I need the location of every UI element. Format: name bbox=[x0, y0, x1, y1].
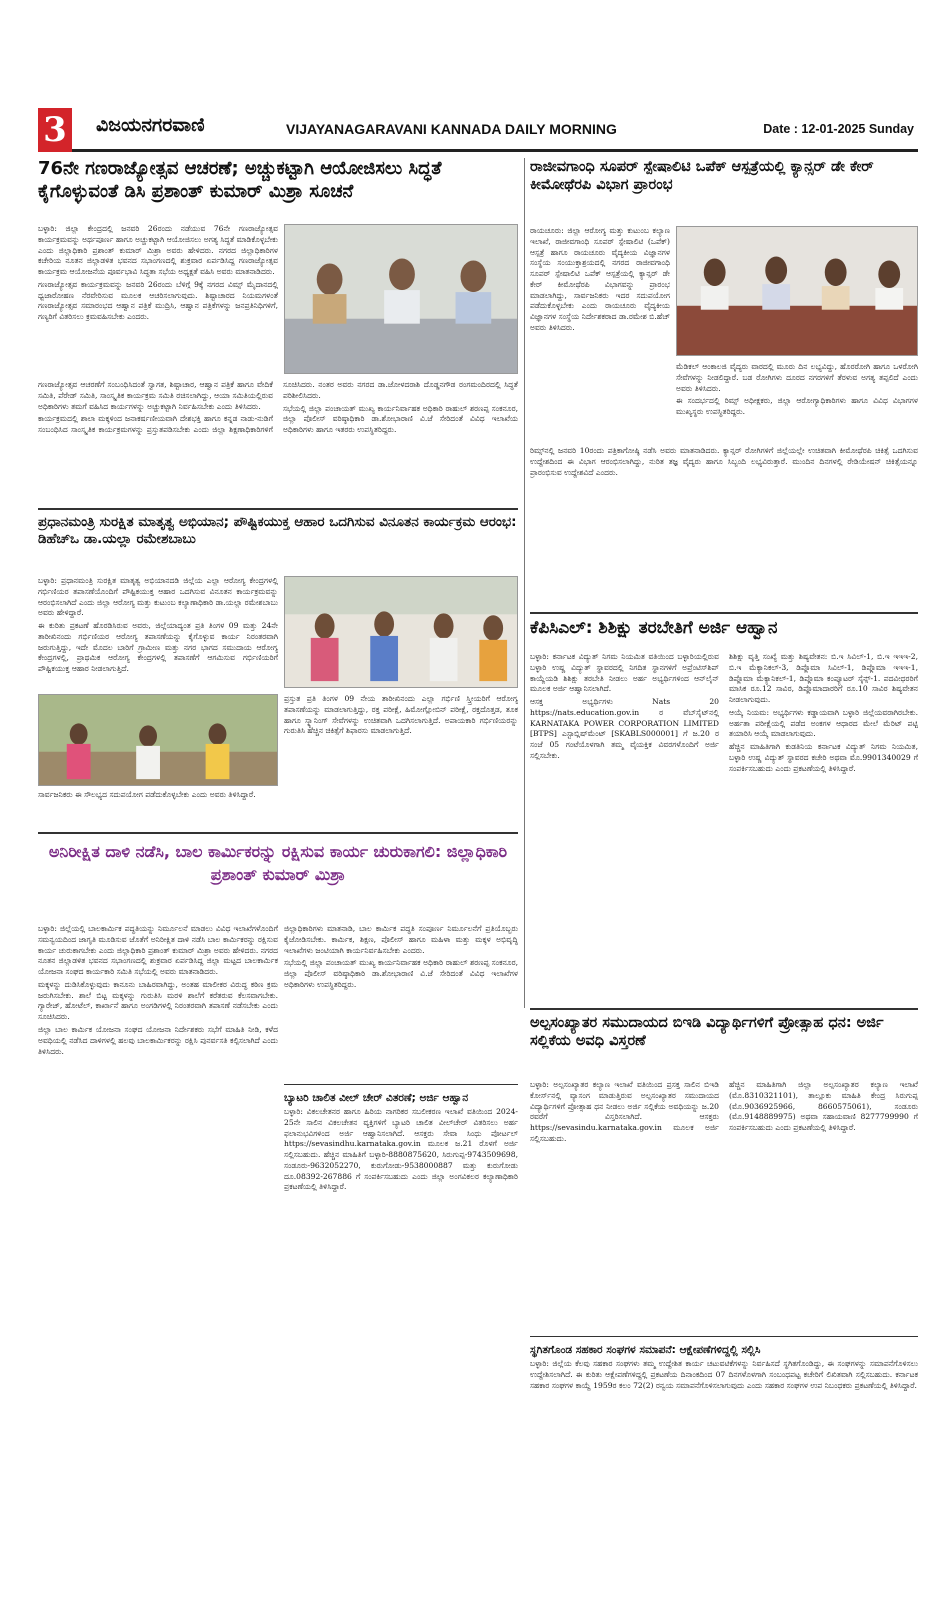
paper-name-kannada: ವಿಜಯನಗರವಾಣಿ bbox=[96, 114, 205, 136]
paragraph: ಕಾರ್ಯಕ್ರಮದಲ್ಲಿ ಶಾಲಾ ಮಕ್ಕಳಿಂದ ಜನಾಕರ್ಷಣೀಯವಾಗಿ ದೇಶಭಕ್ತಿ ಹಾಗೂ ಕನ್ನಡ ನಾಡು-ನುಡಿಗೆ ಸಂಬಂಧಿಸಿದ ಸಾಂಸ್ಕೃತಿಕ ಕಾರ್ಯಕ್ರಮಗಳನ್ನು ಪ್ರಸ್ತುತಪಡಿಸಬೇಕು ಎಂದು ಜಿಲ್ಲಾ ಶಿಕ್ಷಣಾಧಿಕಾರಿಗಳಿಗೆ ಸೂಚಿಸಿದರು. ನಂತರ ಅವರು ನಗರದ ಡಾ.ಜೋಳದರಾಶಿ ದೊಡ್ಡನಗೌಡ ರಂಗಮಂದಿರದಲ್ಲಿ ಸಿದ್ಧತೆ ಪರಿಶೀಲಿಸಿದರು. bbox=[38, 380, 518, 435]
paragraph: ಬಳ್ಳಾರಿ: ಜಿಲ್ಲಾ ಕೇಂದ್ರದಲ್ಲಿ ಜನವರಿ 26ರಂದು ನಡೆಯುವ 76ನೇ ಗಣರಾಜ್ಯೋತ್ಸವ ಕಾರ್ಯಕ್ರಮವನ್ನು ಅರ್ಥಪೂರ್ಣ ಹಾಗೂ ಅಚ್ಚುಕಟ್ಟಾಗಿ ಆಯೋಜಿಸಲು ಅಗತ್ಯ ಸಿದ್ಧತೆ ಮಾಡಿಕೊಳ್ಳಬೇಕು ಎಂದು ಜಿಲ್ಲಾಧಿಕಾರಿ ಪ್ರಶಾಂತ್ ಕುಮಾರ್ ಮಿಶ್ರಾ ಅವರು ಹೇಳಿದರು. ನಗರದ ಜಿಲ್ಲಾಧಿಕಾರಿಗಳ ಕಚೇರಿಯ ನೂತನ ಜಿಲ್ಲಾಡಳಿತ ಭವನದ ಸಭಾಂಗಣದಲ್ಲಿ ಶುಕ್ರವಾರ ಏರ್ಪಡಿಸಿದ್ದ ಗಣರಾಜ್ಯೋತ್ಸವ ಕಾರ್ಯಕ್ರಮ ಆಯೋಜನೆಯ ಪೂರ್ವಭಾವಿ ಸಿದ್ಧತಾ ಸಭೆಯ ಅಧ್ಯಕ್ಷತೆ ವಹಿಸಿ ಅವರು ಮಾತನಾಡಿದರು. bbox=[38, 224, 278, 277]
cooperative-subheadline: ಸ್ಥಗಿತಗೊಂಡ ಸಹಕಾರ ಸಂಘಗಳ ಸಮಾಪನೆ: ಆಕ್ಷೇಪಣೆಗಳಿದ್ದಲ್ಲಿ ಸಲ್ಲಿಸಿ bbox=[530, 1344, 761, 1356]
republic-day-body-intro bbox=[38, 224, 278, 376]
minority-headline: ಅಲ್ಪಸಂಖ್ಯಾತರ ಸಮುದಾಯದ ಬಿಇಡಿ ವಿದ್ಯಾರ್ಥಿಗಳಿಗೆ ಪ್ರೋತ್ಸಾಹ ಧನ: ಅರ್ಜಿ ಸಲ್ಲಿಕೆಯ ಅವಧಿ ವಿಸ್ತರಣೆ bbox=[530, 1015, 884, 1050]
wheelchair-subheadline: ಬ್ಯಾಟರಿ ಚಾಲಿತ ವೀಲ್ ಚೇರ್ ವಿತರಣೆ; ಅರ್ಜಿ ಆಹ್ವಾನ bbox=[284, 1092, 469, 1104]
paragraph: ಬಳ್ಳಾರಿ: ಅಲ್ಪಸಂಖ್ಯಾತರ ಕಲ್ಯಾಣ ಇಲಾಖೆ ವತಿಯಿಂದ ಪ್ರಸಕ್ತ ಸಾಲಿನ ಬಿಇಡಿ ಕೋರ್ಸ್‌ನಲ್ಲಿ ವ್ಯಾಸಂಗ ಮಾಡುತ್ತಿರುವ ಅಲ್ಪಸಂಖ್ಯಾತರ ಸಮುದಾಯದ ವಿದ್ಯಾರ್ಥಿಗಳಿಗೆ ಪ್ರೋತ್ಸಾಹ ಧನ ನೀಡಲು ಅರ್ಜಿ ಸಲ್ಲಿಕೆಯ ಅವಧಿಯನ್ನು ಜ.20 ರವರೆಗೆ ವಿಸ್ತರಿಸಲಾಗಿದೆ. ಆಸಕ್ತರು https://sevasindu.karnataka.gov.in ಮೂಲಕ ಅರ್ಜಿ ಸಲ್ಲಿಸಬಹುದು. bbox=[530, 1080, 719, 1143]
cooperative-box bbox=[530, 1336, 918, 1406]
paragraph: ಗಣರಾಜ್ಯೋತ್ಸವ ಆಚರಣೆಗೆ ಸಂಬಂಧಿಸಿದಂತೆ ಸ್ವಾಗತ, ಶಿಷ್ಟಾಚಾರ, ಆಹ್ವಾನ ಪತ್ರಿಕೆ ಹಾಗೂ ವೇದಿಕೆ ಸಮಿತಿ, ಪೆರೇಡ್ ಸಮಿತಿ, ಸಾಂಸ್ಕೃತಿಕ ಕಾರ್ಯಕ್ರಮ ಸಮಿತಿ ರಚಿಸಲಾಗಿದ್ದು, ಆಯಾ ಸಮಿತಿಯಲ್ಲಿರುವ ಅಧಿಕಾರಿಗಳು ತಮಗೆ ವಹಿಸಿದ ಕಾರ್ಯಗಳನ್ನು ಅಚ್ಚುಕಟ್ಟಾಗಿ ನಿರ್ವಹಿಸಬೇಕು ಎಂದು ತಿಳಿಸಿದರು. bbox=[38, 380, 273, 411]
cancer-care-body-main bbox=[530, 446, 918, 606]
paragraph: ಮಕ್ಕಳನ್ನು ದುಡಿಸಿಕೊಳ್ಳುವುದು ಕಾನೂನು ಬಾಹಿರವಾಗಿದ್ದು, ಅಂತಹ ಮಾಲೀಕರ ವಿರುದ್ಧ ಕಠಿಣ ಕ್ರಮ ಜರುಗಿಸಬೇಕು. ಶಾಲೆ ಬಿಟ್ಟ ಮಕ್ಕಳನ್ನು ಗುರುತಿಸಿ ಮರಳಿ ಶಾಲೆಗೆ ಕರೆತರುವ ಕೆಲಸವಾಗಬೇಕು. ಗ್ಯಾರೇಜ್, ಹೋಟೆಲ್, ಕಾರ್ಖಾನೆ ಹಾಗೂ ಅಂಗಡಿಗಳಲ್ಲಿ ನಿರಂತರವಾಗಿ ತಪಾಸಣೆ ನಡೆಸಬೇಕು ಎಂದು ಸೂಚಿಸಿದರು. bbox=[38, 979, 278, 1022]
paragraph: ಬಳ್ಳಾರಿ: ಕರ್ನಾಟಕ ವಿದ್ಯುತ್ ನಿಗಮ ನಿಯಮಿತ ವತಿಯಿಂದ ಬಳ್ಳಾರಿಯಲ್ಲಿರುವ ಬಳ್ಳಾರಿ ಉಷ್ಣ ವಿದ್ಯುತ್ ಸ್ಥಾವರದಲ್ಲಿ ನಿಗದಿತ ಸ್ಥಾನಗಳಿಗೆ ಅಪ್ರೆಂಟಿಸ್‌ಶಿಪ್ ಕಾಯ್ದೆಯಡಿ ಶಿಶಿಕ್ಷು ತರಬೇತಿ ನೀಡಲು ಅರ್ಹ ಅಭ್ಯರ್ಥಿಗಳಿಂದ ಆನ್‌ಲೈನ್ ಮೂಲಕ ಅರ್ಜಿ ಆಹ್ವಾನಿಸಲಾಗಿದೆ. bbox=[530, 652, 719, 694]
cooperative-body: ಬಳ್ಳಾರಿ: ಜಿಲ್ಲೆಯ ಕೆಲವು ಸಹಕಾರ ಸಂಘಗಳು ತಮ್ಮ ಉದ್ದೇಶಿತ ಕಾರ್ಯ ಚಟುವಟಿಕೆಗಳನ್ನು ನಿರ್ವಹಿಸದೆ ಸ್ಥಗಿತಗೊಂಡಿದ್ದು, ಈ ಸಂಘಗಳನ್ನು ಸಮಾಪನೆಗೊಳಿಸಲು ಉದ್ದೇಶಿಸಲಾಗಿದೆ. ಈ ಕುರಿತು ಆಕ್ಷೇಪಣೆಗಳಿದ್ದಲ್ಲಿ ಪ್ರಕಟಣೆಯ ದಿನಾಂಕದಿಂದ 07 ದಿನಗಳೊಳಗಾಗಿ ಸಂಬಂಧಪಟ್ಟ ಕಚೇರಿಗೆ ಲಿಖಿತವಾಗಿ ಸಲ್ಲಿಸಬಹುದು. ಕರ್ನಾಟಕ ಸಹಕಾರ ಸಂಘಗಳ ಕಾಯ್ದೆ 1959ರ ಕಲಂ 72(2) ರನ್ವಯ ಸಮಾಪನೆಗೊಳಿಸಲಾಗುವುದು ಎಂದು ಸಹಕಾರ ಸಂಘಗಳ ಉಪ ನಿಬಂಧಕರು ಪ್ರಕಟಣೆಯಲ್ಲಿ ತಿಳಿಸಿದ್ದಾರೆ. bbox=[530, 1359, 918, 1390]
minority-body bbox=[530, 1080, 918, 1330]
maternity-body-closing bbox=[38, 790, 518, 826]
paragraph: ಜಿಲ್ಲಾ ಬಾಲ ಕಾರ್ಮಿಕ ಯೋಜನಾ ಸಂಘದ ಯೋಜನಾ ನಿರ್ದೇಶಕರು ಸಭೆಗೆ ಮಾಹಿತಿ ನೀಡಿ, ಕಳೆದ ಅವಧಿಯಲ್ಲಿ ನಡೆಸಿದ ದಾಳಿಗಳಲ್ಲಿ ಹಲವು ಬಾಲಕಾರ್ಮಿಕರನ್ನು ರಕ್ಷಿಸಿ ಪುನರ್ವಸತಿ ಕಲ್ಪಿಸಲಾಗಿದೆ ಎಂದು ತಿಳಿಸಿದರು. bbox=[38, 1025, 278, 1056]
paragraph: ಹೆಚ್ಚಿನ ಮಾಹಿತಿಗಾಗಿ ಕುಡತಿನಿಯ ಕರ್ನಾಟಕ ವಿದ್ಯುತ್ ನಿಗಮ ನಿಯಮಿತ, ಬಳ್ಳಾರಿ ಉಷ್ಣ ವಿದ್ಯುತ್ ಸ್ಥಾವರದ ಕಚೇರಿ ಅಥವಾ ಮೊ.9901340029 ಗೆ ಸಂಪರ್ಕಿಸಬಹುದು ಎಂದು ಪ್ರಕಟಣೆಯಲ್ಲಿ ತಿಳಿಸಿದ್ದಾರೆ. bbox=[729, 742, 918, 773]
maternity-body-intro bbox=[38, 576, 278, 688]
cancer-care-headline-box bbox=[530, 158, 918, 220]
paragraph: ಆಸಕ್ತ ಅಭ್ಯರ್ಥಿಗಳು Nats 20 https://nats.education.gov.in ರ ವೆಬ್‌ಸೈಟ್‌ನಲ್ಲಿ KARNATAKA POWER CORPORATION LIMITED [BTPS] ಎಸ್ಟಾಬ್ಲಿಷ್‌ಮೆಂಟ್ [SKABLS000001] ಗೆ ಜ.20 ರ ಸಂಜೆ 05 ಗಂಟೆಯೊಳಗಾಗಿ ತಮ್ಮ ವೈಯಕ್ತಿಕ ವಿವರಗಳೊಂದಿಗೆ ಅರ್ಜಿ ಸಲ್ಲಿಸಬೇಕು. bbox=[530, 697, 719, 761]
paragraph: ಬಳ್ಳಾರಿ: ಪ್ರಧಾನಮಂತ್ರಿ ಸುರಕ್ಷಿತ ಮಾತೃತ್ವ ಅಭಿಯಾನದಡಿ ಜಿಲ್ಲೆಯ ಎಲ್ಲಾ ಆರೋಗ್ಯ ಕೇಂದ್ರಗಳಲ್ಲಿ ಗರ್ಭಿಣಿಯರ ತಪಾಸಣೆಯೊಂದಿಗೆ ಪೌಷ್ಟಿಕಯುಕ್ತ ಆಹಾರ ಒದಗಿಸುವ ವಿನೂತನ ಕಾರ್ಯಕ್ರಮವನ್ನು ಆರಂಭಿಸಲಾಗಿದೆ ಎಂದು ಜಿಲ್ಲಾ ಆರೋಗ್ಯ ಮತ್ತು ಕುಟುಂಬ ಕಲ್ಯಾಣಾಧಿಕಾರಿ ಡಾ.ಯಲ್ಲಾ ರಮೇಶಬಾಬು ಅವರು ಹೇಳಿದ್ದಾರೆ. bbox=[38, 576, 278, 618]
maternity-event-photo bbox=[284, 576, 518, 688]
cancer-care-press-photo bbox=[676, 226, 918, 356]
cancer-care-headline: ರಾಜೀವಗಾಂಧಿ ಸೂಪರ್ ಸ್ಪೇಷಾಲಿಟಿ ಒಪೆಕ್ ಆಸ್ಪತ್ರೆಯಲ್ಲಿ ಕ್ಯಾನ್ಸರ್ ಡೇ ಕೇರ್ ಕೀಮೋಥೆರಪಿ ವಿಭಾಗ ಪ್ರಾರಂಭ bbox=[530, 159, 874, 194]
kpcl-body bbox=[530, 652, 918, 1002]
paragraph: ಸಾರ್ವಜನಿಕರು ಈ ಸೌಲಭ್ಯದ ಸದುಪಯೋಗ ಪಡೆದುಕೊಳ್ಳಬೇಕು ಎಂದು ಅವರು ತಿಳಿಸಿದ್ದಾರೆ. bbox=[38, 790, 256, 799]
republic-day-headline-box bbox=[38, 158, 518, 218]
paragraph: ಈ ಕುರಿತು ಪ್ರಕಟಣೆ ಹೊರಡಿಸಿರುವ ಅವರು, ಜಿಲ್ಲೆಯಾದ್ಯಂತ ಪ್ರತಿ ತಿಂಗಳ 09 ಮತ್ತು 24ನೇ ತಾರೀಖಿನಂದು ಗರ್ಭಿಣಿಯರ ಆರೋಗ್ಯ ತಪಾಸಣೆಯನ್ನು ಕೈಗೊಳ್ಳುವ ಕಾರ್ಯ ನಿರಂತರವಾಗಿ ಜರುಗುತ್ತಿದ್ದು, ಇದೇ ಮೊದಲ ಬಾರಿಗೆ ಗ್ರಾಮೀಣ ಮತ್ತು ನಗರ ಭಾಗದ ಸಮುದಾಯ ಆರೋಗ್ಯ ಕೇಂದ್ರಗಳಲ್ಲಿ, ಪ್ರಾಥಮಿಕ ಆರೋಗ್ಯ ಕೇಂದ್ರಗಳಲ್ಲಿ ತಪಾಸಣೆಗೆ ಆಗಮಿಸುವ ಗರ್ಭಿಣಿಯರಿಗೆ ಪೌಷ್ಟಿಕಯುಕ್ತ ಆಹಾರ ನೀಡಲಾಗುತ್ತಿದೆ. bbox=[38, 621, 278, 674]
paragraph: ಬಳ್ಳಾರಿ: ಜಿಲ್ಲೆಯಲ್ಲಿ ಬಾಲಕಾರ್ಮಿಕ ಪದ್ಧತಿಯನ್ನು ನಿರ್ಮೂಲನೆ ಮಾಡಲು ವಿವಿಧ ಇಲಾಖೆಗಳೊಂದಿಗೆ ಸಮನ್ವಯದಿಂದ ಜಾಗೃತಿ ಮೂಡಿಸುವ ಜೊತೆಗೆ ಅನಿರೀಕ್ಷಿತ ದಾಳಿ ನಡೆಸಿ ಬಾಲ ಕಾರ್ಮಿಕರನ್ನು ರಕ್ಷಿಸುವ ಕಾರ್ಯ ಚುರುಕಾಗಬೇಕು ಎಂದು ಜಿಲ್ಲಾಧಿಕಾರಿ ಪ್ರಶಾಂತ್ ಕುಮಾರ್ ಮಿಶ್ರಾ ಅವರು ಹೇಳಿದರು. ನಗರದ ನೂತನ ಜಿಲ್ಲಾಡಳಿತ ಭವನದ ಸಭಾಂಗಣದಲ್ಲಿ ಶುಕ್ರವಾರ ಏರ್ಪಡಿಸಿದ್ದ ಜಿಲ್ಲಾ ಮಟ್ಟದ ಬಾಲಕಾರ್ಮಿಕ ಯೋಜನಾ ಸಂಘದ ಕಾರ್ಯಕಾರಿ ಸಮಿತಿ ಸಭೆಯಲ್ಲಿ ಅವರು ಮಾತನಾಡಿದರು. bbox=[38, 924, 278, 977]
paragraph: ಜಿಲ್ಲಾಧಿಕಾರಿಗಳು ಮಾತನಾಡಿ, ಬಾಲ ಕಾರ್ಮಿಕ ಪದ್ಧತಿ ಸಂಪೂರ್ಣ ನಿರ್ಮೂಲನೆಗೆ ಪ್ರತಿಯೊಬ್ಬರು ಕೈಜೋಡಿಸಬೇಕು. ಕಾರ್ಮಿಕ, ಶಿಕ್ಷಣ, ಪೊಲೀಸ್ ಹಾಗೂ ಮಹಿಳಾ ಮತ್ತು ಮಕ್ಕಳ ಅಭಿವೃದ್ಧಿ ಇಲಾಖೆಗಳು ಜಂಟಿಯಾಗಿ ಕಾರ್ಯನಿರ್ವಹಿಸಬೇಕು ಎಂದರು. bbox=[284, 924, 518, 955]
paragraph: ಆಯ್ಕೆ ನಿಯಮ: ಅಭ್ಯರ್ಥಿಗಳು ಕಡ್ಡಾಯವಾಗಿ ಬಳ್ಳಾರಿ ಜಿಲ್ಲೆಯವರಾಗಿರಬೇಕು. ಅರ್ಹತಾ ಪರೀಕ್ಷೆಯಲ್ಲಿ ಪಡೆದ ಅಂಕಗಳ ಆಧಾರದ ಮೇಲೆ ಮೆರಿಟ್ ಪಟ್ಟಿ ತಯಾರಿಸಿ ಆಯ್ಕೆ ಮಾಡಲಾಗುವುದು. bbox=[729, 707, 918, 739]
cancer-care-body-right bbox=[676, 362, 918, 442]
column-rule bbox=[524, 158, 525, 1008]
paragraph: ಹೆಚ್ಚಿನ ಮಾಹಿತಿಗಾಗಿ ಜಿಲ್ಲಾ ಅಲ್ಪಸಂಖ್ಯಾತರ ಕಲ್ಯಾಣ ಇಲಾಖೆ (ಮೊ.8310321101), ತಾಲ್ಲೂಕು ಮಾಹಿತಿ ಕೇಂದ್ರ ಸಿರುಗುಪ್ಪ (ಮೊ.9036925966, 8660575061), ಸಂಡೂರು (ಮೊ.9148889975) ಅಥವಾ ಸಹಾಯವಾಣಿ 8277799990 ಗೆ ಸಂಪರ್ಕಿಸಬಹುದು ಎಂದು ಪ್ರಕಟಣೆಯಲ್ಲಿ ತಿಳಿಸಿದ್ದಾರೆ. bbox=[729, 1080, 918, 1133]
republic-day-headline: 76ನೇ ಗಣರಾಜ್ಯೋತ್ಸವ ಆಚರಣೆ; ಅಚ್ಚುಕಟ್ಟಾಗಿ ಆಯೋಜಿಸಲು ಸಿದ್ಧತೆ ಕೈಗೊಳ್ಳುವಂತೆ ಡಿಸಿ ಪ್ರಶಾಂತ್ ಕುಮಾರ್ ಮಿಶ್ರಾ ಸೂಚನೆ bbox=[38, 158, 442, 202]
paragraph: ಮೆಡಿಕಲ್ ಆಂಕಾಲಜಿ ವೈದ್ಯರು ವಾರದಲ್ಲಿ ಮೂರು ದಿನ ಲಭ್ಯವಿದ್ದು, ಹೊರರೋಗಿ ಹಾಗೂ ಒಳರೋಗಿ ಸೇವೆಗಳನ್ನು ನೀಡಲಿದ್ದಾರೆ. ಬಡ ರೋಗಿಗಳು ದೂರದ ನಗರಗಳಿಗೆ ತೆರಳುವ ಅಗತ್ಯ ತಪ್ಪಲಿದೆ ಎಂದು ಅವರು ತಿಳಿಸಿದರು. bbox=[676, 362, 918, 393]
section-rule bbox=[530, 612, 918, 614]
paragraph: ಈ ಸಂದರ್ಭದಲ್ಲಿ ರಿಮ್ಸ್ ಅಧೀಕ್ಷಕರು, ಜಿಲ್ಲಾ ಆರೋಗ್ಯಾಧಿಕಾರಿಗಳು ಹಾಗೂ ವಿವಿಧ ವಿಭಾಗಗಳ ಮುಖ್ಯಸ್ಥರು ಉಪಸ್ಥಿತರಿದ್ದರು. bbox=[676, 396, 918, 417]
maternity-body-right bbox=[284, 694, 518, 786]
maternity-headline: ಪ್ರಧಾನಮಂತ್ರಿ ಸುರಕ್ಷಿತ ಮಾತೃತ್ವ ಅಭಿಯಾನ; ಪೌಷ್ಟಿಕಯುಕ್ತ ಆಹಾರ ಒದಗಿಸುವ ವಿನೂತನ ಕಾರ್ಯಕ್ರಮ ಆರಂಭ: ಡಿಹೆಚ್‌ಒ ಡಾ.ಯಲ್ಲಾ ರಮೇಶಬಾಬು bbox=[38, 514, 517, 547]
section-rule bbox=[530, 1008, 918, 1010]
kpcl-headline: ಕೆಪಿಸಿಎಲ್: ಶಿಶಿಕ್ಷು ತರಬೇತಿಗೆ ಅರ್ಜಿ ಆಹ್ವಾನ bbox=[530, 618, 778, 638]
dateline: Date : 12-01-2025 Sunday bbox=[763, 122, 914, 136]
paragraph: ಸಭೆಯಲ್ಲಿ ಜಿಲ್ಲಾ ಪಂಚಾಯತ್ ಮುಖ್ಯ ಕಾರ್ಯನಿರ್ವಾಹಕ ಅಧಿಕಾರಿ ರಾಹುಲ್ ಶರಣಪ್ಪ ಸಂಕನೂರ, ಜಿಲ್ಲಾ ಪೊಲೀಸ್ ವರಿಷ್ಠಾಧಿಕಾರಿ ಡಾ.ಶೋಭಾರಾಣಿ ವಿ.ಜೆ ಸೇರಿದಂತೆ ವಿವಿಧ ಇಲಾಖೆಗಳ ಅಧಿಕಾರಿಗಳು ಉಪಸ್ಥಿತರಿದ್ದರು. bbox=[284, 958, 518, 989]
paragraph: ರಾಯಚೂರು: ಜಿಲ್ಲಾ ಆರೋಗ್ಯ ಮತ್ತು ಕುಟುಂಬ ಕಲ್ಯಾಣ ಇಲಾಖೆ, ರಾಜೀವಗಾಂಧಿ ಸೂಪರ್ ಸ್ಪೇಷಾಲಿಟಿ (ಒಪೆಕ್) ಆಸ್ಪತ್ರೆ ಹಾಗೂ ರಾಯಚೂರು ವೈದ್ಯಕೀಯ ವಿಜ್ಞಾನಗಳ ಸಂಸ್ಥೆಯ ಸಂಯುಕ್ತಾಶ್ರಯದಲ್ಲಿ ನಗರದ ರಾಜೀವಗಾಂಧಿ ಸೂಪರ್ ಸ್ಪೇಷಾಲಿಟಿ ಒಪೆಕ್ ಆಸ್ಪತ್ರೆಯಲ್ಲಿ ಕ್ಯಾನ್ಸರ್ ಡೇ ಕೇರ್ ಕೀಮೋಥೆರಪಿ ವಿಭಾಗವನ್ನು ಪ್ರಾರಂಭ ಮಾಡಲಾಗಿದ್ದು, ಸಾರ್ವಜನಿಕರು ಇದರ ಸದುಪಯೋಗ ಪಡೆದುಕೊಳ್ಳಬೇಕು ಎಂದು ರಾಯಚೂರು ವೈದ್ಯಕೀಯ ವಿಜ್ಞಾನಗಳ ಸಂಸ್ಥೆಯ ನಿರ್ದೇಶಕರಾದ ಡಾ.ರಮೇಶ ಬಿ.ಹೆಚ್ ಅವರು ತಿಳಿಸಿದರು. bbox=[530, 226, 670, 333]
child-labour-body-right bbox=[284, 924, 518, 1078]
paper-name-english: VIJAYANAGARAVANI KANNADA DAILY MORNING bbox=[286, 121, 617, 137]
section-rule bbox=[38, 508, 518, 510]
maternity-headline-box bbox=[38, 514, 518, 570]
paragraph: ಗಣರಾಜ್ಯೋತ್ಸವ ಕಾರ್ಯಕ್ರಮವನ್ನು ಜನವರಿ 26ರಂದು ಬೆಳಿಗ್ಗೆ 9ಕ್ಕೆ ನಗರದ ವಿಮ್ಸ್ ಮೈದಾನದಲ್ಲಿ ಧ್ವಜಾರೋಹಣ ನೆರವೇರಿಸುವ ಮೂಲಕ ಆಚರಿಸಲಾಗುವುದು. ಶಿಷ್ಟಾಚಾರದ ನಿಯಮಗಳಂತೆ ಗಣರಾಜ್ಯೋತ್ಸವ ಸಮಾರಂಭದ ಆಹ್ವಾನ ಪತ್ರಿಕೆ ಮುದ್ರಿಸಿ, ಆಹ್ವಾನ ಪತ್ರಿಕೆಗಳನ್ನು ಜನಪ್ರತಿನಿಧಿಗಳಿಗೆ, ಗಣ್ಯರಿಗೆ ವಿತರಿಸಲು ಕ್ರಮವಹಿಸಬೇಕು ಎಂದರು. bbox=[38, 279, 278, 322]
child-labour-body-left bbox=[38, 924, 278, 1400]
paragraph: ಪ್ರಸ್ತುತ ಪ್ರತಿ ತಿಂಗಳ 09 ನೇಯ ತಾರೀಖಿನಂದು ಎಲ್ಲಾ ಗರ್ಭಿಣಿ ಸ್ತ್ರೀಯರಿಗೆ ಆರೋಗ್ಯ ತಪಾಸಣೆಯನ್ನು ಮಾಡಲಾಗುತ್ತಿದ್ದು, ರಕ್ತ ಪರೀಕ್ಷೆ, ಹಿಮೋಗ್ಲೋಬಿನ್ ಪರೀಕ್ಷೆ, ರಕ್ತದೊತ್ತಡ, ತೂಕ ಹಾಗೂ ಸ್ಕ್ಯಾನಿಂಗ್ ಸೇವೆಗಳನ್ನು ಉಚಿತವಾಗಿ ಒದಗಿಸಲಾಗುತ್ತಿದೆ. ಅಪಾಯಕಾರಿ ಗರ್ಭಿಣಿಯರನ್ನು ಗುರುತಿಸಿ ಹೆಚ್ಚಿನ ಚಿಕಿತ್ಸೆಗೆ ಶಿಫಾರಸು ಮಾಡಲಾಗುತ್ತಿದೆ. bbox=[284, 694, 518, 736]
wheelchair-body: ಬಳ್ಳಾರಿ: ವಿಕಲಚೇತನರ ಹಾಗೂ ಹಿರಿಯ ನಾಗರಿಕರ ಸಬಲೀಕರಣ ಇಲಾಖೆ ವತಿಯಿಂದ 2024-25ನೇ ಸಾಲಿನ ವಿಕಲಚೇತನ ವ್ಯಕ್ತಿಗಳಿಗೆ ಬ್ಯಾಟರಿ ಚಾಲಿತ ವೀಲ್‌ಚೇರ್ ವಿತರಿಸಲು ಅರ್ಹ ಫಲಾನುಭವಿಗಳಿಂದ ಅರ್ಜಿ ಆಹ್ವಾನಿಸಲಾಗಿದೆ. ಆಸಕ್ತರು ಸೇವಾ ಸಿಂಧು ಪೋರ್ಟಲ್ https://sevasindhu.karnataka.gov.in ಮೂಲಕ ಜ.21 ರೊಳಗೆ ಅರ್ಜಿ ಸಲ್ಲಿಸಬಹುದು. ಹೆಚ್ಚಿನ ಮಾಹಿತಿಗೆ ಬಳ್ಳಾರಿ-8880875620, ಸಿರುಗುಪ್ಪ-9743509698, ಸಂಡೂರು-9632052270, ಕುರುಗೋಡು-9538000887 ಮತ್ತು ಕುರುಗೋಡು ದೂ.08392-267886 ಗೆ ಸಂಪರ್ಕಿಸಬಹುದು ಎಂದು ಜಿಲ್ಲಾ ಅಂಗವಿಕಲರ ಕಲ್ಯಾಣಾಧಿಕಾರಿ ಪ್ರಕಟಣೆಯಲ್ಲಿ ತಿಳಿಸಿದ್ದಾರೆ. bbox=[284, 1107, 518, 1192]
republic-day-meeting-photo bbox=[284, 224, 518, 374]
paragraph: ಶಿಶಿಕ್ಷು ವೃತ್ತಿ ಸಂಖ್ಯೆ ಮತ್ತು ಶಿಷ್ಯವೇತನ: ಬಿ.ಇ ಸಿವಿಲ್-1, ಬಿ.ಇ ಇಇಇ-2, ಬಿ.ಇ ಮೆಕ್ಯಾನಿಕಲ್-3, ಡಿಪ್ಲೊಮಾ ಸಿವಿಲ್-1, ಡಿಪ್ಲೊಮಾ ಇಇಇ-1, ಡಿಪ್ಲೊಮಾ ಮೆಕ್ಯಾನಿಕಲ್-1, ಡಿಪ್ಲೊಮಾ ಕಂಪ್ಯೂಟರ್ ಸೈನ್ಸ್-1. ಪದವೀಧರರಿಗೆ ಮಾಸಿಕ ರೂ.12 ಸಾವಿರ, ಡಿಪ್ಲೊಮಾದಾರರಿಗೆ ರೂ.10 ಸಾವಿರ ಶಿಷ್ಯವೇತನ ನೀಡಲಾಗುವುದು. bbox=[729, 652, 918, 705]
child-labour-headline-box bbox=[38, 840, 518, 916]
paragraph: ಸಭೆಯಲ್ಲಿ ಜಿಲ್ಲಾ ಪಂಚಾಯತ್ ಮುಖ್ಯ ಕಾರ್ಯನಿರ್ವಾಹಕ ಅಧಿಕಾರಿ ರಾಹುಲ್ ಶರಣಪ್ಪ ಸಂಕನೂರ, ಜಿಲ್ಲಾ ಪೊಲೀಸ್ ವರಿಷ್ಠಾಧಿಕಾರಿ ಡಾ.ಶೋಭಾರಾಣಿ ವಿ.ಜೆ ಸೇರಿದಂತೆ ವಿವಿಧ ಇಲಾಖೆಯ ಅಧಿಕಾರಿಗಳು ಹಾಗೂ ಇತರರು ಉಪಸ್ಥಿತರಿದ್ದರು. bbox=[283, 403, 518, 435]
minority-headline-box bbox=[530, 1014, 918, 1074]
page-number: 3 bbox=[38, 108, 72, 152]
paragraph: ರಿಮ್ಸ್‌ನಲ್ಲಿ ಜನವರಿ 10ರಂದು ಪತ್ರಿಕಾಗೋಷ್ಠಿ ನಡೆಸಿ ಅವರು ಮಾತನಾಡಿದರು. ಕ್ಯಾನ್ಸರ್ ರೋಗಿಗಳಿಗೆ ಜಿಲ್ಲೆಯಲ್ಲೇ ಉಚಿತವಾಗಿ ಕೀಮೋಥೆರಪಿ ಚಿಕಿತ್ಸೆ ಒದಗಿಸುವ ಉದ್ದೇಶದಿಂದ ಈ ವಿಭಾಗ ಆರಂಭಿಸಲಾಗಿದ್ದು, ನುರಿತ ತಜ್ಞ ವೈದ್ಯರು ಹಾಗೂ ಸಿಬ್ಬಂದಿ ಲಭ್ಯವಿರುತ್ತಾರೆ. ಮುಂದಿನ ದಿನಗಳಲ್ಲಿ ರೇಡಿಯೇಷನ್ ಚಿಕಿತ್ಸೆಯನ್ನೂ ಪ್ರಾರಂಭಿಸುವ ಉದ್ದೇಶವಿದೆ ಎಂದರು. bbox=[530, 446, 918, 477]
section-rule bbox=[38, 832, 518, 834]
kpcl-headline-box bbox=[530, 618, 918, 646]
cancer-care-body-intro bbox=[530, 226, 670, 442]
republic-day-body-main bbox=[38, 380, 518, 502]
child-labour-headline: ಅನಿರೀಕ್ಷಿತ ದಾಳಿ ನಡೆಸಿ, ಬಾಲ ಕಾರ್ಮಿಕರನ್ನು ರಕ್ಷಿಸುವ ಕಾರ್ಯ ಚುರುಕಾಗಲಿ: ಜಿಲ್ಲಾಧಿಕಾರಿ ಪ್ರಶಾಂತ್ ಕುಮಾರ್ ಮಿಶ್ರಾ bbox=[48, 842, 508, 885]
masthead bbox=[38, 108, 918, 152]
maternity-rural-photo bbox=[38, 694, 278, 786]
wheelchair-box bbox=[284, 1084, 518, 1400]
